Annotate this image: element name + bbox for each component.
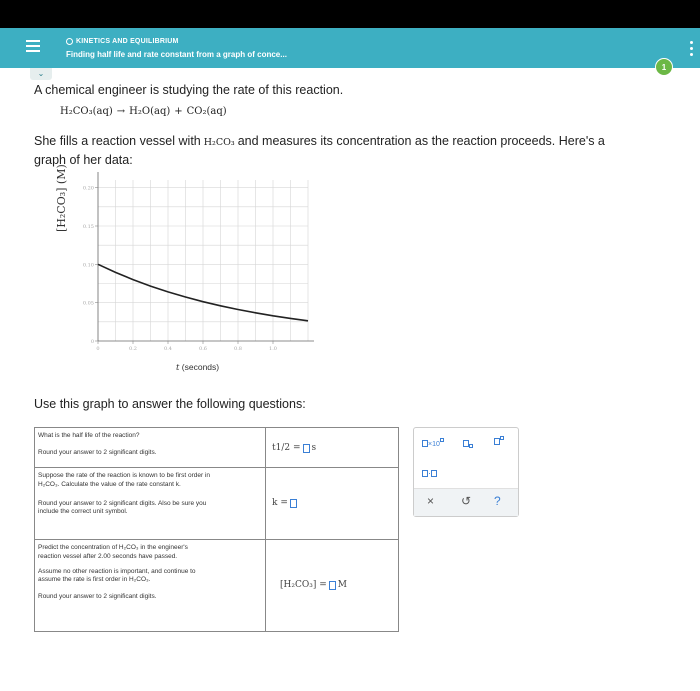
question-row-concentration <box>35 540 398 631</box>
header-bar <box>0 28 700 68</box>
subscript-button[interactable] <box>463 438 473 448</box>
progress-badge[interactable]: 1 <box>655 58 673 76</box>
y-tick-label: 0.15 <box>82 224 94 230</box>
x-tick-label: 1.0 <box>269 346 277 352</box>
page-title: Finding half life and rate constant from a graph of conce... <box>66 50 287 59</box>
y-tick-label: 0 <box>90 339 94 345</box>
problem-description-line2: graph of her data: <box>34 153 133 167</box>
question-prompt-line2: H₂CO₃. Calculate the value of the rate constant k. <box>38 480 181 488</box>
x-tick-label: 0.4 <box>164 346 172 352</box>
question-prompt-line2: reaction vessel after 2.00 seconds have passed. <box>38 552 178 560</box>
question-instruction: Round your answer to 2 significant digits. <box>38 448 157 456</box>
answer-cell <box>266 468 398 539</box>
x-axis-variable: t <box>176 363 180 373</box>
problem-description <box>34 134 605 148</box>
series-line-h2co3 <box>98 264 308 321</box>
concentration-label: [H₂CO₃] = <box>280 580 327 590</box>
use-graph-instruction: Use this graph to answer the following questions: <box>34 397 306 411</box>
y-tick-label: 0.10 <box>82 262 94 269</box>
question-row-half-life <box>35 428 398 468</box>
reactant: H₂CO₃(aq) <box>60 106 113 117</box>
undo-icon[interactable]: ↺ <box>461 494 472 508</box>
rate-constant-label: k = <box>272 498 288 508</box>
x-tick-label: 0.6 <box>199 346 207 352</box>
half-life-input[interactable] <box>303 444 310 453</box>
question-prompt: Suppose the rate of the reaction is known to be first order in <box>38 472 210 479</box>
product-water: H₂O(aq) <box>129 106 171 117</box>
answer-cell <box>266 428 398 467</box>
question-cell <box>35 428 266 467</box>
question-instruction: Round your answer to 2 significant digits. Also be sure you <box>38 499 207 507</box>
desc-text-before: She fills a reaction vessel with <box>34 134 201 148</box>
question-prompt: What is the half life of the reaction? <box>38 432 140 439</box>
multiply-dot-button[interactable] <box>422 468 437 478</box>
clear-icon[interactable]: × <box>427 494 435 508</box>
superscript-button[interactable] <box>494 436 504 446</box>
y-tick-label: 0.20 <box>82 185 94 192</box>
reaction-arrow: → <box>116 106 126 117</box>
question-note: Assume no other reaction is important, and continue to <box>38 567 196 575</box>
rate-constant-input[interactable] <box>290 499 297 508</box>
answer-cell <box>266 540 398 631</box>
question-cell <box>35 540 266 631</box>
x-tick-label: 0.8 <box>234 346 242 352</box>
sci-notation-button[interactable] <box>422 438 444 448</box>
x-tick-label: 0 <box>96 346 100 352</box>
topic-subject <box>66 38 179 45</box>
math-toolbox <box>413 427 519 517</box>
more-options-icon[interactable] <box>690 41 694 59</box>
dot-label: · <box>428 468 431 478</box>
question-prompt: Predict the concentration of H₂CO₃ in the engineer's <box>38 544 188 551</box>
question-cell <box>35 468 266 539</box>
subject-label: KINETICS AND EQUILIBRIUM <box>76 38 179 45</box>
x-tick-label: 0.2 <box>129 346 137 352</box>
browser-top-bar <box>0 0 700 28</box>
topic-circle-icon <box>66 38 73 45</box>
question-table <box>34 427 399 632</box>
plus-sign: + <box>174 106 183 117</box>
chevron-down-icon[interactable]: ⌄ <box>30 68 52 80</box>
y-tick-label: 0.05 <box>82 300 94 307</box>
question-row-rate-constant <box>35 468 398 540</box>
x-axis-unit: (seconds) <box>181 362 220 372</box>
half-life-label: t1/2 = <box>272 443 301 453</box>
concentration-unit: M <box>337 580 347 590</box>
reaction-equation <box>60 106 227 117</box>
problem-intro: A chemical engineer is studying the rate of this reaction. <box>34 83 344 97</box>
question-instruction: Round your answer to 2 significant digits. <box>38 593 157 601</box>
y-axis-label: [H₂CO₃] (M) <box>55 164 68 232</box>
desc-text-after: and measures its concentration as the reaction proceeds. Here's a <box>237 134 605 148</box>
menu-icon[interactable] <box>26 40 40 56</box>
sci-notation-label: ×10 <box>428 441 440 448</box>
question-instruction-line2: include the correct unit symbol. <box>38 508 128 516</box>
desc-species: H₂CO₃ <box>203 137 235 148</box>
question-note-line2: assume the rate is first order in H₂CO₃. <box>38 576 151 584</box>
toolbox-actions <box>414 488 518 516</box>
x-axis-label <box>176 362 219 373</box>
help-icon[interactable]: ? <box>494 494 501 508</box>
half-life-unit: s <box>311 443 317 453</box>
concentration-input[interactable] <box>329 581 336 590</box>
product-co2: CO₂(aq) <box>186 106 227 117</box>
